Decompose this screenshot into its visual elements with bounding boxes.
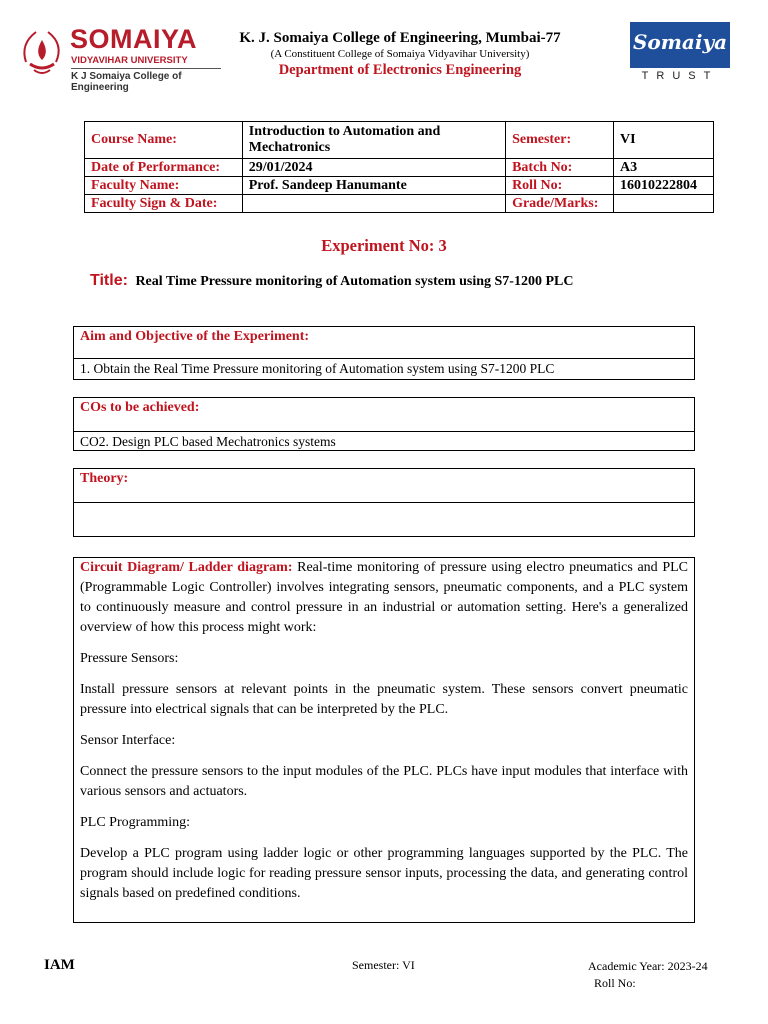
roll-value: 16010222804	[614, 177, 714, 195]
pressure-sensors-heading: Pressure Sensors:	[80, 651, 179, 666]
aim-section	[73, 326, 695, 380]
sign-label: Faculty Sign & Date:	[85, 195, 243, 213]
circuit-heading: Circuit Diagram/ Ladder diagram:	[80, 560, 293, 575]
course-label: Course Name:	[85, 122, 243, 159]
logo-college-name: K J Somaiya College of Engineering	[71, 71, 182, 93]
grade-value	[614, 195, 714, 213]
experiment-number: Experiment No: 3	[321, 236, 447, 255]
batch-label: Batch No:	[506, 159, 614, 177]
trust-logo	[630, 22, 730, 88]
cos-item: CO2. Design PLC based Mechatronics systems	[74, 431, 694, 452]
date-label: Date of Performance:	[85, 159, 243, 177]
date-value: 29/01/2024	[242, 159, 505, 177]
department-name: Department of Electronics Engineering	[278, 62, 522, 78]
logo-wordmark: SOMAIYA	[70, 24, 198, 54]
aim-item: 1. Obtain the Real Time Pressure monitoring of Automation system using S7-1200 PLC	[74, 358, 694, 379]
experiment-title-row	[90, 272, 573, 290]
college-name: K. J. Somaiya College of Engineering, Mumbai-77	[239, 30, 561, 46]
plc-programming-body: Develop a PLC program using ladder logic or other programming languages supported by the PLC. The program should include logic for reading pressure sensor inputs, processing the data, and generating control signals based on predefined conditions.	[80, 846, 688, 901]
faculty-label: Faculty Name:	[85, 177, 243, 195]
faculty-value: Prof. Sandeep Hanumante	[242, 177, 505, 195]
course-value: Introduction to Automation and Mechatronics	[242, 122, 505, 159]
plc-programming-heading: PLC Programming:	[80, 815, 191, 830]
title-label: Title:	[90, 272, 128, 289]
footer-roll: Roll No:	[594, 976, 636, 990]
footer-course-code: IAM	[44, 957, 75, 973]
sensor-interface-heading: Sensor Interface:	[80, 733, 176, 748]
experiment-title: Real Time Pressure monitoring of Automation system using S7-1200 PLC	[135, 274, 574, 289]
roll-label: Roll No:	[506, 177, 614, 195]
semester-label: Semester:	[506, 122, 614, 159]
theory-section	[73, 468, 695, 537]
pressure-sensors-body: Install pressure sensors at relevant points in the pneumatic system. These sensors convert pneumatic pressure into electrical signals that can be interpreted by the PLC.	[80, 682, 688, 717]
university-logo	[16, 22, 226, 93]
grade-label: Grade/Marks:	[506, 195, 614, 213]
footer-right	[588, 958, 708, 992]
circuit-intro-paragraph	[80, 558, 688, 638]
sensor-interface-body: Connect the pressure sensors to the input modules of the PLC. PLCs have input modules that interface with various sensors and actuators.	[80, 764, 688, 799]
theory-body	[74, 502, 694, 537]
circuit-section	[73, 557, 695, 923]
constituent-line: (A Constituent College of Somaiya Vidyavihar University)	[270, 48, 530, 60]
sign-value	[242, 195, 505, 213]
footer-academic-year: Academic Year: 2023-24	[588, 959, 708, 973]
footer-semester: Semester: VI	[352, 958, 415, 972]
somaiya-emblem-icon	[16, 22, 68, 82]
theory-heading: Theory:	[80, 471, 129, 486]
batch-value: A3	[614, 159, 714, 177]
circuit-intro: Real-time monitoring of pressure using electro pneumatics and PLC (Programmable Logic Controller) involves integrating sensors, pneumatic components, and a PLC system to continuously measure and control pressure in an industrial or automation setting. Here's a generalized overview of how this process might work:	[80, 560, 688, 635]
cos-section	[73, 397, 695, 451]
trust-logo-word: Somaiya	[632, 30, 728, 54]
logo-university: VIDYAVIHAR UNIVERSITY	[71, 55, 188, 66]
trust-logo-sub: TRUST	[641, 70, 719, 82]
cos-heading: COs to be achieved:	[80, 400, 200, 415]
course-info-table	[84, 121, 714, 213]
logo-divider	[71, 68, 221, 69]
aim-heading: Aim and Objective of the Experiment:	[80, 329, 310, 344]
trust-logo-panel	[630, 22, 730, 68]
semester-value: VI	[614, 122, 714, 159]
